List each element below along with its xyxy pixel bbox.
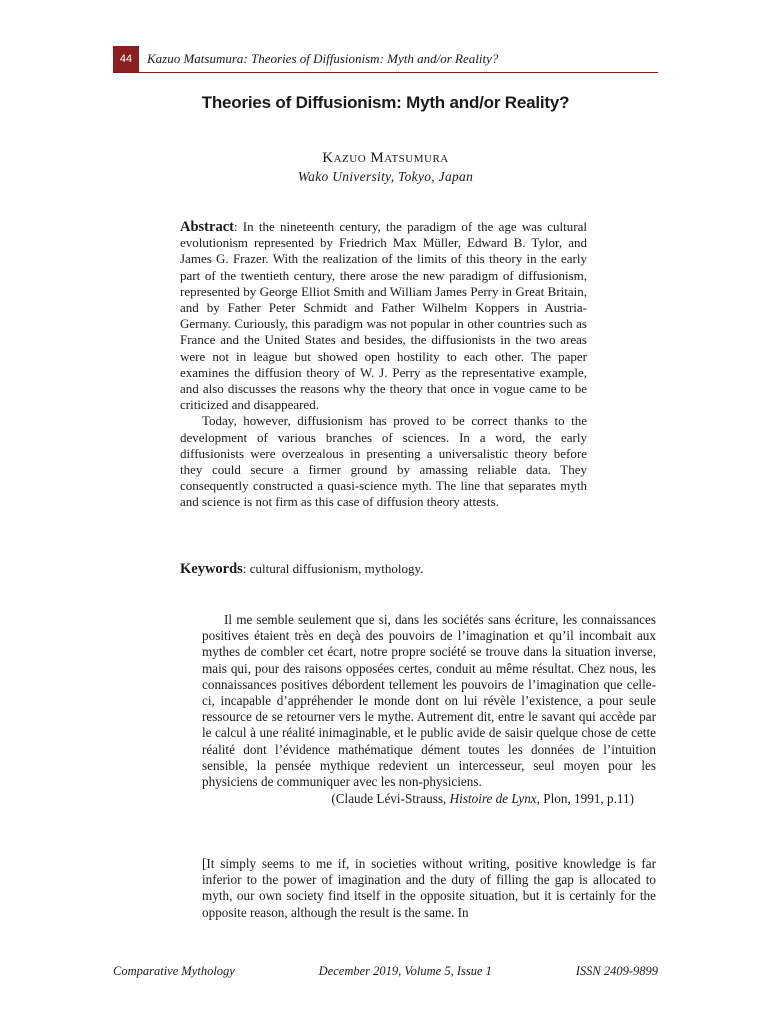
keywords-text: : cultural diffusionism, mythology. <box>242 561 424 576</box>
citation-suffix: , Plon, 1991, p.11) <box>536 791 634 807</box>
page-footer <box>113 964 658 979</box>
translation-text: [It simply seems to me if, in societies without writing, positive knowledge is far inferior to the power of imagination and the duty of filling the gap is allocated to myth, our own society find itself in the opposite situation, but it is certainly for the opposite reason, although the result is the same. In <box>202 856 656 920</box>
article-title: Theories of Diffusionism: Myth and/or Reality? <box>201 93 570 112</box>
citation-book-title: Histoire de Lynx <box>449 791 537 807</box>
keywords-label: Keywords <box>180 561 243 577</box>
abstract-paragraph-1 <box>180 219 587 413</box>
running-header <box>113 46 658 73</box>
footer-journal: Comparative Mythology <box>113 964 235 978</box>
epigraph-text: Il me semble seulement que si, dans les sociétés sans écriture, les connaissances positives étaient très en deçà des pouvoirs de l’imagination et qu’il incombait aux mythes de combler cet écart, notre propre société se trouve dans la situation inverse, mais qui, pour des raisons opposées certes, conduit au même résultat. Chez nous, les connaissances positives débordent tellement les pouvoirs de l’imagination que celle-ci, incapable d’appréhender le monde dont on lui révèle l’existence, a pour seule ressource de se retourner vers le mythe. Autrement dit, entre le savant qui accède par le calcul à une réalité inimaginable, et le public avide de saisir quelque chose de cette réalité dont l’évidence mathématique dément toutes les données de l’intuition sensible, la pensée mythique redevient un intercesseur, seul moyen pour les physiciens de communiquer avec les non-physiciens. <box>202 612 656 790</box>
abstract-text-1: : In the nineteenth century, the paradigm of the age was cultural evolutionism represented by Friedrich Max Müller, Edward B. Tylor, and James G. Frazer. With the realization of the limits of this theory in the early part of the twentieth century, there arose the new paradigm of diffusionism, represented by George Elliot Smith and William James Perry in Great Britain, and by Father Peter Schmidt and Father Wilhelm Koppers in Austria-Germany. Curiously, this paradigm was not popular in other countries such as France and the United States and besides, the diffusionists in the two areas were not in league but showed open hostility to each other. The paper examines the diffusion theory of W. J. Perry as the representative example, and also discusses the reasons why the theory that once in vogue came to be criticized and disappeared. <box>180 219 587 413</box>
running-title: Kazuo Matsumura: Theories of Diffusionism: Myth and/or Reality? <box>147 51 499 66</box>
epigraph-quote <box>202 612 656 807</box>
author-affiliation: Wako University, Tokyo, Japan <box>297 169 474 184</box>
abstract-label: Abstract <box>180 219 234 235</box>
footer-issn: ISSN 2409-9899 <box>575 964 658 978</box>
epigraph-citation <box>202 791 656 807</box>
keywords <box>180 561 587 578</box>
abstract-paragraph-2: Today, however, diffusionism has proved to be correct thanks to the development of various branches of sciences. In a word, the early diffusionists were overzealous in presenting a universalistic theory before they could secure a firmer ground by amassing reliable data. They consequently constructed a quasi-science myth. The line that separates myth and science is not firm as this case of diffusion theory attests. <box>180 413 587 510</box>
author-name: Kazuo Matsumura <box>322 150 449 166</box>
page-number: 44 <box>113 46 139 72</box>
abstract <box>180 219 587 511</box>
citation-prefix: (Claude Lévi-Strauss, <box>331 791 450 807</box>
epigraph-translation <box>202 856 656 921</box>
footer-issue: December 2019, Volume 5, Issue 1 <box>318 964 492 978</box>
